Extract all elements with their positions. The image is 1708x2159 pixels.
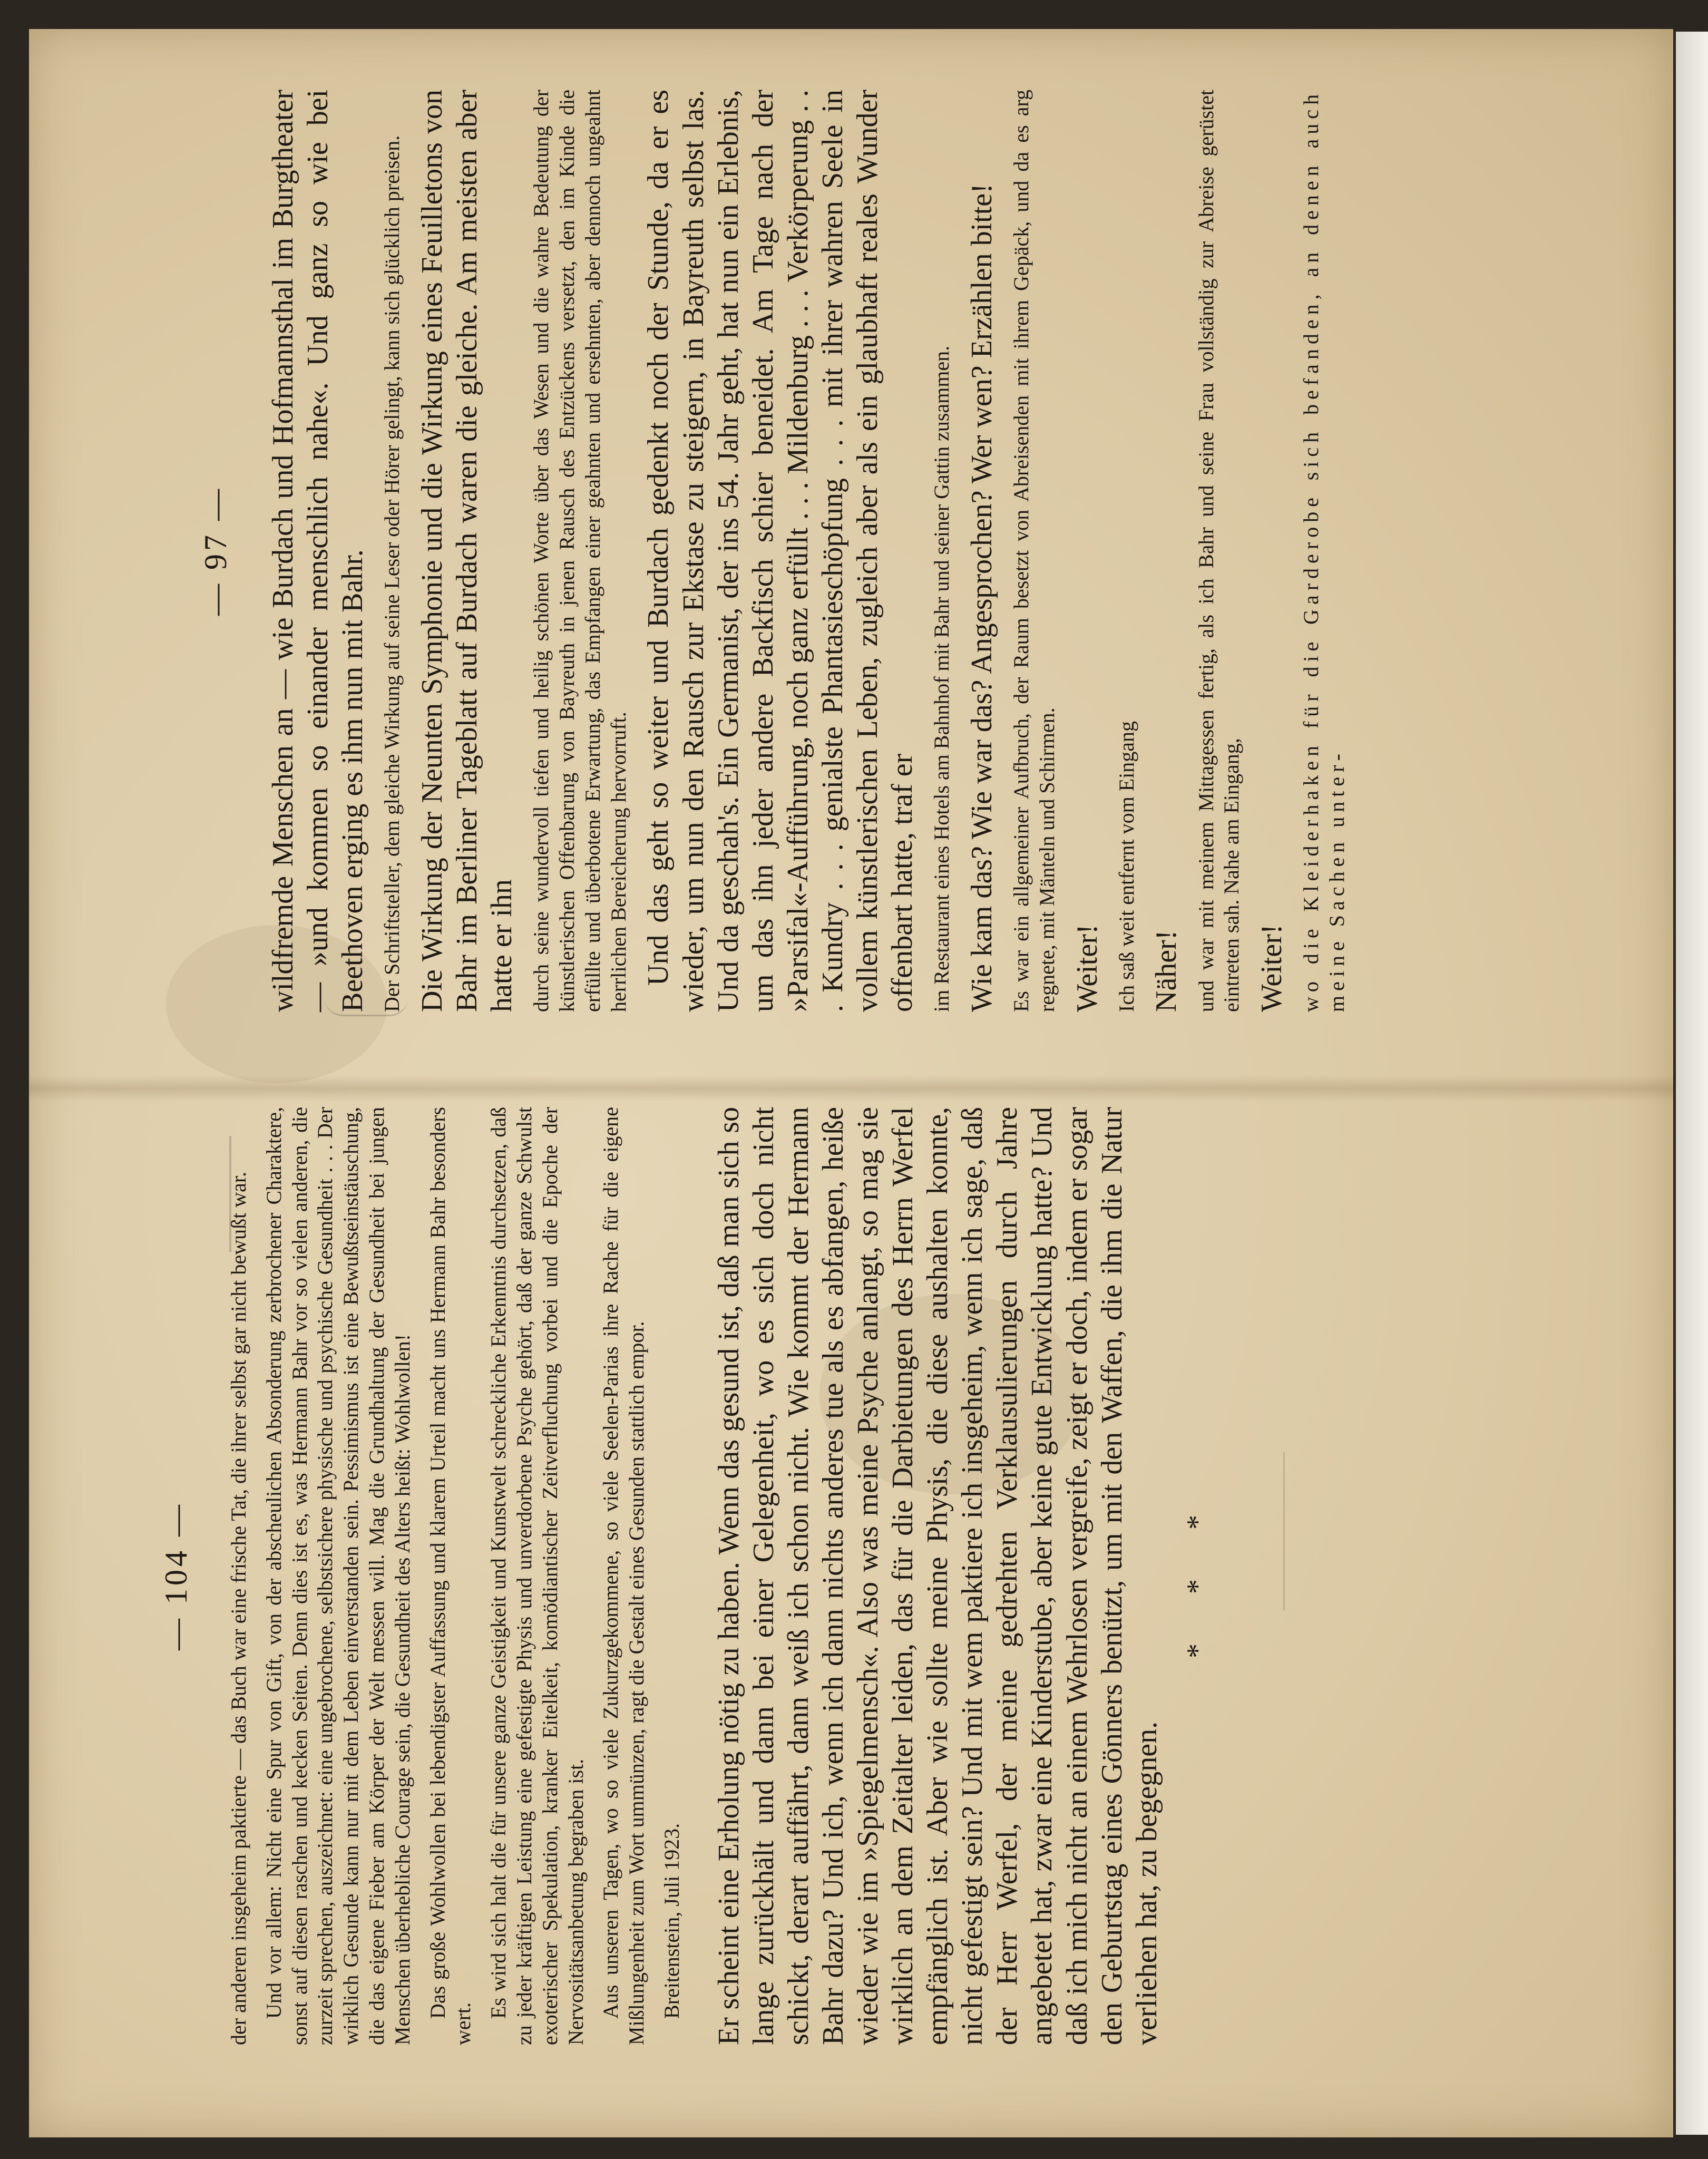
paragraph: Es wird sich halt die für unsere ganze Geistigkeit und Kunstwelt schreckliche Erkenntnis durchsetzen, daß zu jeder kräftigen Leistung eine gefestigte Physis und unverdorbene Psyche gehört, daß der ganze Schwulst exoterischer Spekulation, kranker Eitelkeit, komödiantischer Zeitverfluchung vorbei und die Epoche der Nervositätsanbetung begraben ist. bbox=[486, 1107, 588, 2045]
paragraph: im Restaurant eines Hotels am Bahnhof mit Bahr und seiner Gattin zusammen. bbox=[930, 345, 954, 1012]
paragraph: Er scheint eine Erholung nötig zu haben. Wenn das gesund ist, daß man sich so lange zurückhält und dann bei einer Gelegenheit, wo es sich doch nicht schickt, derart auffährt, dann weiß ich schon nicht. Wie kommt der Hermann Bahr dazu? Und ich, wenn ich dann nichts anderes tue als es abfangen, heiße wieder wie im »Spiegelmensch«. Also was meine Psyche anlangt, so mag sie wirklich an dem Zeitalter leiden, das für die Darbietungen des Herrn Werfel empfänglich ist. Aber wie sollte meine Physis, die diese aushalten konnte, nicht gefestigt sein? Und mit wem paktiere ich insgeheim, wenn ich sage, daß der Herr Werfel, der meine gedrehten Verklausulierungen durch Jahre angebetet hat, zwar eine Kinderstube, aber keine gute Entwicklung hatte? Und daß ich mich nicht an einem Wehrlosen vergreife, zeigt er doch, indem er sogar den Geburtstag eines Gönners benützt, um mit den Waffen, die ihm die Natur verliehen hat, zu begegnen. bbox=[712, 1107, 1163, 2045]
section-stars: * * * bbox=[1180, 1494, 1214, 1658]
paragraph: Die Wirkung der Neunten Symphonie und die Wirkung eines Feuilletons von Bahr im Berliner Tageblatt auf Burdach waren die gleiche. Am meisten aber hatte er ihn bbox=[416, 90, 519, 1012]
paragraph: Weiter! bbox=[1255, 924, 1289, 1012]
paragraph: Ich saß weit entfernt vom Eingang bbox=[1114, 721, 1138, 1012]
paragraph: Und vor allem: Nicht eine Spur von Gift, von der abscheulichen Absonderung zerbrochener Charaktere, sonst auf diesen raschen und kecken Seiten. Denn dies ist es, was Hermann Bahr vor so vielen anderen, die zurzeit sprechen, auszeichnet: eine ungebrochene, selbstsichere physische und psychische Gesundheit . . . Der wirklich Gesunde kann nur mit dem Leben einverstanden sein. Pessimismus ist eine Bewußtseinstäuschung, die das eigene Fieber am Körper der Welt messen will. Mag die Grundhaltung der Gesundheit bei jungen Menschen überhebliche Courage sein, die Gesundheit des Alters heißt: Wohlwollen! bbox=[261, 1107, 414, 2045]
paragraph: Der Schriftsteller, dem gleiche Wirkung auf seine Leser oder Hörer gelingt, kann sich glücklich preisen. bbox=[380, 135, 404, 1012]
paragraph: und war mit meinem Mittagessen fertig, als ich Bahr und seine Frau vollständig zur Abreise gerüstet eintreten sah. Nahe am Eingang, bbox=[1194, 90, 1244, 1012]
paragraph: Aus unseren Tagen, wo so viele Zukurzgekommene, so viele Seelen-Parias ihre Rache für die eigene Mißlungenheit zum Wort ummünzen, ragt die Gestalt eines Gesunden stattlich empor. bbox=[599, 1107, 649, 2045]
page-number: — 104 — bbox=[159, 1502, 193, 1650]
paragraph: wildfremde Menschen an — wie Burdach und Hofmannsthal im Burgtheater — »und kommen so einander menschlich nahe«. Und ganz so wie bei Beethoven erging es ihm nun mit Bahr. bbox=[267, 90, 369, 1012]
page-97-text bbox=[266, 90, 1350, 1012]
page-104-text bbox=[226, 1107, 1215, 2045]
adjacent-page-edge bbox=[1676, 32, 1708, 2135]
paragraph: Wie kam das? Wie war das? Angesprochen? Wer wen? Erzählen bitte! bbox=[965, 183, 998, 1012]
paragraph: Und das geht so weiter und Burdach gedenkt noch der Stunde, da er es wieder, um nun den Rausch zur Ekstase zu steigern, in Bayreuth selbst las. Und da geschah's. Ein Germanist, der ins 54. Jahr geht, hat nun ein Erlebnis, um das ihn jeder andere Backfisch schier beneidet. Am Tage nach der »Parsifal«-Aufführung, noch ganz erfüllt . . . Mildenburg . . . Verkörperung . . . Kundry . . . genialste Phantasieschöpfung . . . mit ihrer wahren Seele in vollem künstlerischen Leben, zugleich aber als ein glaubhaft reales Wunder offenbart hatte, traf er bbox=[642, 90, 919, 1012]
paragraph: wo die Kleiderhaken für die Garderobe sich befanden, an denen auch meine Sachen unter- bbox=[1299, 90, 1349, 1012]
place-date-line: Breitenstein, Juli 1923. bbox=[659, 1823, 684, 2019]
paragraph: Das große Wohlwollen bei lebendigster Auffassung und klarem Urteil macht uns Hermann Bahr besonders wert. bbox=[425, 1107, 475, 2045]
paragraph: Näher! bbox=[1150, 930, 1183, 1012]
paragraph: durch seine wundervoll tiefen und heilig schönen Worte über das Wesen und die wahre Bedeutung der künstlerischen Offenbarung von Bayreuth in jenen Rausch des Entzückens versetzt, den im Kinde die erfüllte und überbotene Erwartung, das Empfangen einer geahnten und ersehnten, aber dennoch ungeahnt herrlichen Bereicherung hervorruft. bbox=[529, 90, 630, 1012]
page-97 bbox=[198, 90, 1383, 1012]
page-104 bbox=[158, 1107, 1344, 2045]
paragraph: Es war ein allgemeiner Aufbruch, der Raum besetzt von Abreisenden mit ihrem Gepäck, und da es arg regnete, mit Mänteln und Schirmen. bbox=[1009, 90, 1059, 1012]
paragraph: Weiter! bbox=[1070, 924, 1104, 1012]
paragraph: der anderen insgeheim paktierte — das Buch war eine frische Tat, die ihrer selbst gar nicht bewußt war. bbox=[227, 1172, 250, 2045]
page-number: — 97 — bbox=[198, 486, 233, 616]
